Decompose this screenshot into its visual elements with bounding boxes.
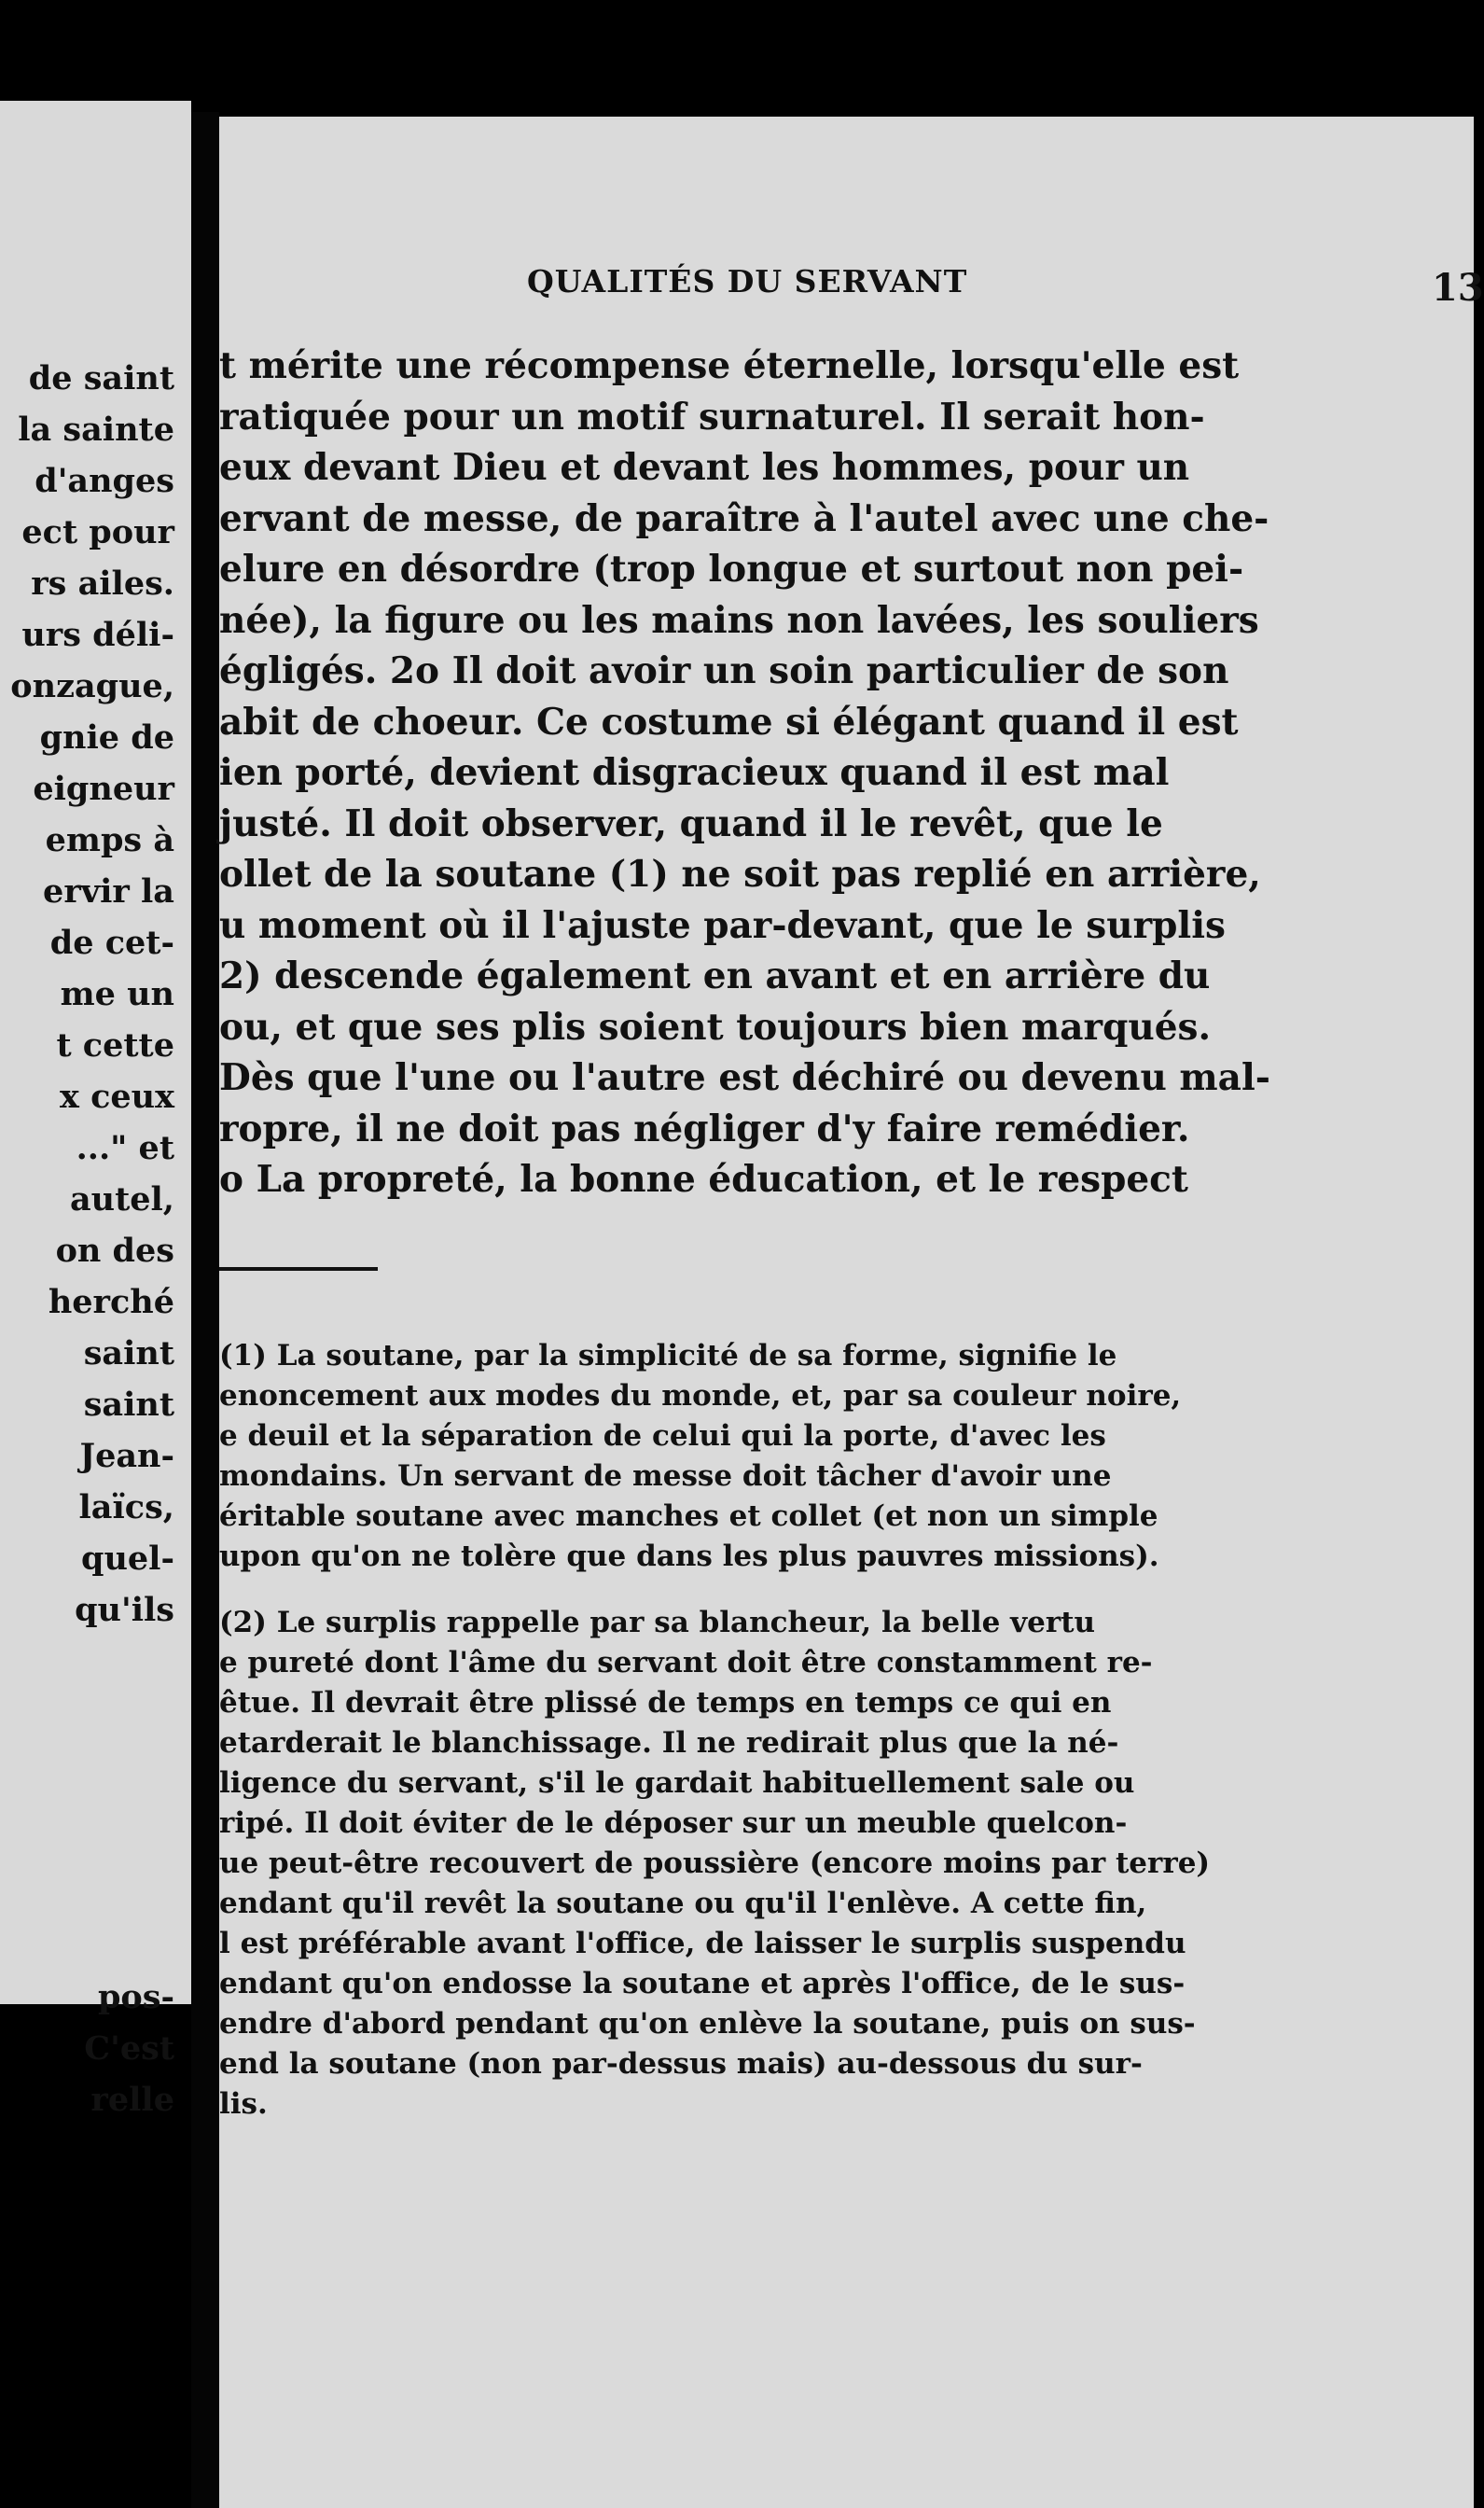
left-page-line: saint [83, 1386, 174, 1424]
left-page-line: la sainte [18, 411, 174, 449]
body-line: ervant de messe, de paraître à l'autel avec une che- [219, 496, 1269, 540]
body-line: Dès que l'une ou l'autre est déchiré ou devenu mal- [219, 1056, 1270, 1099]
footnote-line: endant qu'on endosse la soutane et après l'office, de le sus- [219, 1967, 1186, 2000]
left-page-line: ..." et [76, 1129, 174, 1167]
left-page-line: eigneur [33, 770, 174, 808]
left-page-line: de saint [28, 359, 174, 397]
left-page-line: x ceux [60, 1078, 174, 1116]
body-text [219, 341, 1460, 1205]
left-page-line: emps à [45, 821, 174, 859]
running-head: QUALITÉS DU SERVANT [527, 263, 968, 300]
left-page-line: ervir la [43, 872, 174, 911]
left-page-line: qu'ils [75, 1591, 174, 1629]
footnote-line: l est préférable avant l'office, de laisser le surplis suspendu [219, 1927, 1186, 1960]
footnote-line: enoncement aux modes du monde, et, par sa couleur noire, [219, 1379, 1182, 1413]
left-page-line: rs ailes. [31, 564, 174, 603]
body-line: 2) descende également en avant et en arrière du [219, 954, 1211, 997]
left-page-line: pos- [97, 1978, 174, 2016]
footnote-line: upon qu'on ne tolère que dans les plus pauvres missions). [219, 1540, 1159, 1573]
body-line: o La propreté, la bonne éducation, et le respect [219, 1158, 1188, 1201]
left-page-line: Jean- [79, 1437, 174, 1475]
left-page-line: quel- [80, 1540, 174, 1578]
left-page-line: t cette [56, 1026, 174, 1065]
body-line: égligés. 2o Il doit avoir un soin particulier de son [219, 649, 1229, 692]
left-page-line: saint [83, 1334, 174, 1372]
left-page-line: gnie de [39, 718, 174, 757]
footnote-line: e pureté dont l'âme du servant doit être constamment re- [219, 1646, 1153, 1679]
left-page-fragment [0, 101, 191, 2119]
body-line: ratiquée pour un motif surnaturel. Il serait hon- [219, 395, 1205, 439]
body-line: née), la figure ou les mains non lavées, les souliers [219, 598, 1259, 642]
footnote-line: (2) Le surplis rappelle par sa blancheur, la belle vertu [219, 1606, 1096, 1639]
book-gutter [191, 112, 219, 2508]
footnote-line: lis. [219, 2087, 268, 2121]
footnote-line: êtue. Il devrait être plissé de temps en temps ce qui en [219, 1686, 1112, 1720]
left-page-lines-bottom [84, 1972, 174, 2125]
left-page-line: herché [48, 1283, 174, 1321]
footnote-line: mondains. Un servant de messe doit tâcher d'avoir une [219, 1459, 1112, 1493]
body-line: ien porté, devient disgracieux quand il est mal [219, 751, 1170, 794]
body-line: ollet de la soutane (1) ne soit pas replié en arrière, [219, 853, 1261, 896]
footnotes [219, 1336, 1460, 2125]
left-page-line: onzague, [10, 667, 174, 705]
footnote-line: endre d'abord pendant qu'on enlève la soutane, puis on sus- [219, 2007, 1196, 2041]
body-line: u moment où il l'ajuste par-devant, que le surplis [219, 903, 1226, 947]
footnote-2 [219, 1603, 1460, 2125]
footnote-1 [219, 1336, 1460, 1577]
left-page-line: me un [60, 975, 174, 1013]
body-line: elure en désordre (trop longue et surtout non pei- [219, 548, 1244, 591]
left-page-line: on des [55, 1232, 174, 1270]
footnote-rule [219, 1267, 378, 1271]
left-page-line: relle [90, 2081, 174, 2119]
footnote-line: éritable soutane avec manches et collet (et non un simple [219, 1499, 1158, 1533]
footnote-line: endant qu'il revêt la soutane ou qu'il l'enlève. A cette fin, [219, 1887, 1147, 1920]
footnote-line: (1) La soutane, par la simplicité de sa forme, signifie le [219, 1339, 1117, 1372]
page-number: 13 [1432, 266, 1484, 310]
body-line: eux devant Dieu et devant les hommes, pour un [219, 446, 1190, 489]
left-page-line: autel, [69, 1180, 174, 1219]
footnote-line: etarderait le blanchissage. Il ne redirait plus que la né- [219, 1726, 1119, 1760]
body-line: justé. Il doit observer, quand il le revêt, que le [219, 801, 1163, 845]
footnote-line: ligence du servant, s'il le gardait habituellement sale ou [219, 1766, 1135, 1800]
left-page-lines-top [10, 353, 174, 1636]
footnote-line: end la soutane (non par-dessus mais) au-dessous du sur- [219, 2047, 1143, 2081]
left-page-line: ect pour [21, 513, 174, 551]
footnote-line: e deuil et la séparation de celui qui la porte, d'avec les [219, 1419, 1106, 1453]
left-page-line: C'est [84, 2029, 174, 2068]
footnote-line: ripé. Il doit éviter de le déposer sur un meuble quelcon- [219, 1806, 1128, 1840]
body-line: ropre, il ne doit pas négliger d'y faire remédier. [219, 1107, 1190, 1150]
left-page-line: de cet- [49, 924, 174, 962]
left-page-line: laïcs, [78, 1488, 174, 1526]
left-page-line: urs déli- [21, 616, 174, 654]
footnote-line: ue peut-être recouvert de poussière (encore moins par terre) [219, 1846, 1211, 1880]
body-line: t mérite une récompense éternelle, lorsqu'elle est [219, 344, 1240, 387]
body-line: abit de choeur. Ce costume si élégant quand il est [219, 700, 1239, 744]
right-page [219, 117, 1484, 2508]
body-line: ou, et que ses plis soient toujours bien marqués. [219, 1005, 1212, 1049]
left-page-line: d'anges [35, 462, 174, 500]
